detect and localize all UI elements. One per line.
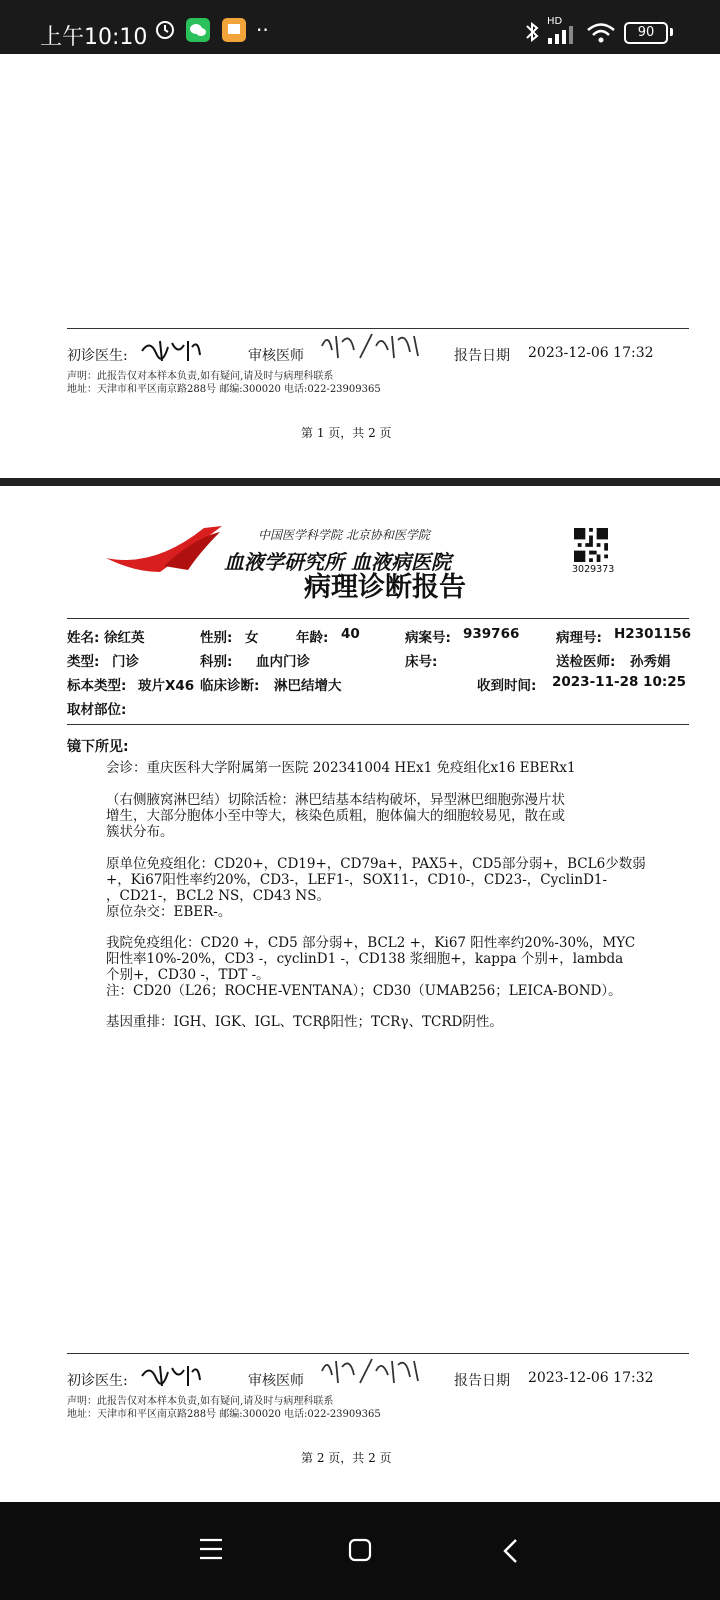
institute-names: 血液学研究所 血液病医院	[224, 550, 451, 574]
status-bar	[0, 0, 720, 54]
received-time-label: 收到时间:	[477, 678, 537, 694]
case-number: 939766	[463, 626, 520, 642]
pathology-number: H2301156	[614, 626, 692, 642]
notes-app-icon	[222, 18, 246, 42]
bed-label: 床号:	[405, 654, 438, 670]
sender-doctor: 孙秀娟	[630, 654, 671, 670]
page2-address: 地址：天津市和平区南京路288号 邮编:300020 电话:022-23909365	[67, 1409, 381, 1420]
alarm-icon	[154, 18, 176, 40]
bluetooth-icon	[524, 20, 540, 44]
findings-local-ihc: 我院免疫组化：CD20 +，CD5 部分弱+，BCL2 +，Ki67 阳性率约20%-30%，MYC 阳性率10%-20%，CD3 -，cyclinD1 -，CD138 浆细胞+，kappa 个别+，lambda 个别+，CD30 -，TDT -。 注：CD20（L26；ROCHE-VENTANA）；CD30（UMAB256；LEICA-BOND）。	[106, 935, 636, 999]
page1-initial-doctor-signature	[138, 335, 204, 365]
header-divider	[67, 618, 689, 619]
patient-name-label: 姓名:	[67, 630, 100, 646]
visit-type: 门诊	[112, 654, 139, 670]
back-icon[interactable]	[502, 1538, 518, 1564]
sampling-site-label: 取材部位:	[67, 702, 127, 718]
findings-heading: 镜下所见:	[67, 739, 129, 755]
home-icon[interactable]	[348, 1538, 372, 1562]
page2-initial-doctor-signature	[138, 1360, 204, 1390]
page1-page-number: 第 1 页，共 2 页	[301, 426, 392, 440]
findings-original-ihc: 原单位免疫组化：CD20+，CD19+，CD79a+，PAX5+，CD5部分弱+，BCL6少数弱 +，Ki67阳性率约20%，CD3-，LEF1-，SOX11-，CD10-，CD23-，CyclinD1- ，CD21-，BCL2 NS，CD43 NS。 原位杂交：EBER-。	[106, 856, 646, 920]
institute-line: 中国医学科学院 北京协和医学院	[258, 528, 430, 542]
received-time: 2023-11-28 10:25	[552, 674, 687, 690]
report-title: 病理诊断报告	[304, 572, 466, 603]
age-label: 年龄:	[296, 630, 329, 646]
wifi-icon	[586, 22, 616, 44]
age-value: 40	[341, 626, 360, 642]
sex-label: 性别:	[200, 630, 233, 646]
page-separator	[0, 478, 720, 486]
page2-disclaimer: 声明：此报告仅对本样本负责,如有疑问,请及时与病理科联系	[67, 1396, 334, 1407]
page2-initial-doctor-label: 初诊医生:	[67, 1373, 128, 1389]
page2-reviewer-signature	[318, 1353, 424, 1391]
menu-icon[interactable]	[199, 1538, 223, 1560]
page1-initial-doctor-label: 初诊医生:	[67, 348, 128, 364]
qr-number: 3029373	[572, 564, 615, 575]
findings-consultation: 会诊：重庆医科大学附属第一医院 202341004 HEx1 免疫组化x16 EBERx1	[106, 760, 576, 776]
navigation-bar	[0, 1502, 720, 1600]
findings-gene-rearrangement: 基因重排：IGH、IGK、IGL、TCRβ阳性；TCRγ、TCRD阴性。	[106, 1014, 503, 1030]
page1-reviewer-label: 审核医师	[248, 348, 304, 364]
qr-code	[573, 528, 609, 562]
battery-cap	[670, 28, 673, 36]
pathology-number-label: 病理号:	[556, 630, 602, 646]
patient-name: 徐红英	[104, 630, 145, 646]
status-time: 上午10:10	[40, 25, 148, 50]
page1-address: 地址：天津市和平区南京路288号 邮编:300020 电话:022-23909365	[67, 384, 381, 395]
page1-report-date: 2023-12-06 17:32	[528, 345, 654, 361]
department: 血内门诊	[256, 654, 310, 670]
specimen-type-label: 标本类型:	[67, 678, 127, 694]
hospital-logo-swoosh	[104, 522, 226, 572]
visit-type-label: 类型:	[67, 654, 100, 670]
battery-indicator: 90	[624, 22, 668, 44]
page2-report-date-label: 报告日期	[454, 1373, 510, 1389]
page2-report-date: 2023-12-06 17:32	[528, 1370, 654, 1386]
patient-info-divider	[67, 724, 689, 725]
specimen-type: 玻片X46	[138, 678, 195, 694]
case-number-label: 病案号:	[405, 630, 451, 646]
department-label: 科别:	[200, 654, 233, 670]
clinical-diagnosis-label: 临床诊断:	[200, 678, 260, 694]
more-notifications-icon: ··	[256, 18, 269, 42]
signal-icon	[548, 26, 576, 44]
network-type-label: HD	[547, 16, 563, 27]
sex-value: 女	[245, 630, 259, 646]
clinical-diagnosis: 淋巴结增大	[274, 678, 342, 694]
page1-report-date-label: 报告日期	[454, 348, 510, 364]
page1-disclaimer: 声明：此报告仅对本样本负责,如有疑问,请及时与病理科联系	[67, 371, 334, 382]
page1-reviewer-signature	[318, 328, 424, 366]
page2-reviewer-label: 审核医师	[248, 1373, 304, 1389]
wechat-icon	[186, 18, 210, 42]
sender-doctor-label: 送检医师:	[556, 654, 616, 670]
page2-page-number: 第 2 页，共 2 页	[301, 1451, 392, 1465]
findings-biopsy: （右侧腋窝淋巴结）切除活检：淋巴结基本结构破坏，异型淋巴细胞弥漫片状 增生，大部分胞体小至中等大，核染色质粗，胞体偏大的细胞较易见，散在或 簇状分布。	[106, 792, 565, 840]
